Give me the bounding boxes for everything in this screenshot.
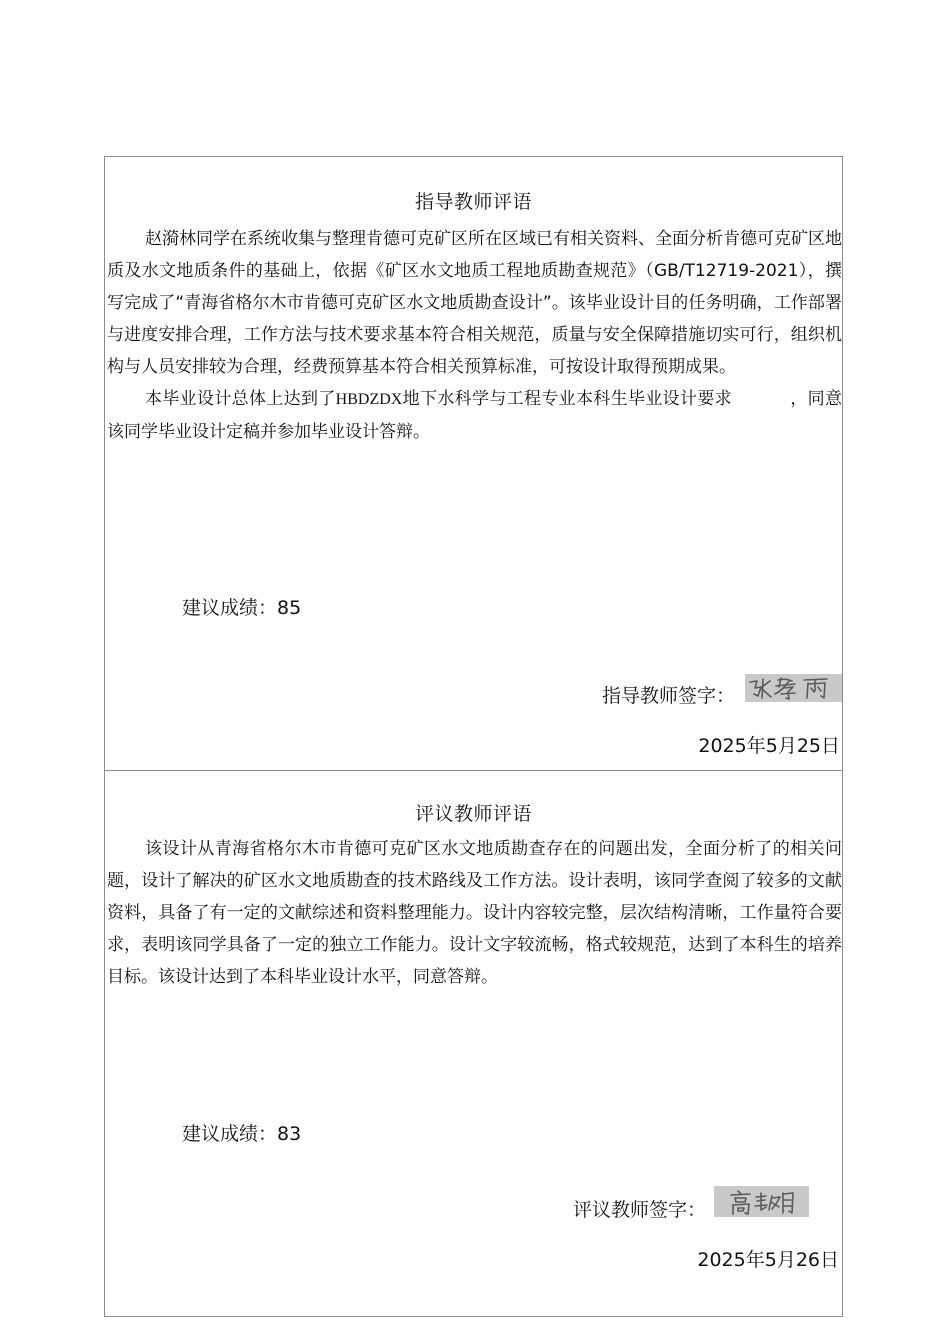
advisor-comment-paragraph-2 [107, 383, 842, 448]
reviewer-signature-image [714, 1186, 809, 1217]
advisor-comment-paragraph-1: 赵漪林同学在系统收集与整理肯德可克矿区所在区域已有相关资料、全面分析肯德可克矿区地质及水文地质条件的基础上，依据《矿区水文地质工程地质勘查规范》（GB/T12719-2021），撰写完成了“青海省格尔木市肯德可克矿区水文地质勘查设计”。该毕业设计目的任务明确，工作部署与进度安排合理，工作方法与技术要求基本符合相关规范，质量与安全保障措施切实可行，组织机构与人员安排较为合理，经费预算基本符合相关预算标准，可按设计取得预期成果。 [107, 229, 842, 377]
reviewer-grade [182, 1119, 301, 1146]
advisor-comment-body [107, 223, 842, 448]
handwritten-signature-icon [714, 1186, 809, 1217]
reviewer-comment-paragraph-1: 该设计从青海省格尔木市肯德可克矿区水文地质勘查存在的问题出发，全面分析了的相关问题，设计了解决的矿区水文地质勘查的技术路线及工作方法。设计表明，该同学查阅了较多的文献资料，具备了有一定的文献综述和资料整理能力。设计内容较完整，层次结构清晰，工作量符合要求，表明该同学具备了一定的独立工作能力。设计文字较流畅，格式较规范，达到了本科生的培养目标。该设计达到了本科毕业设计水平，同意答辩。 [107, 839, 842, 987]
reviewer-grade-value: 83 [277, 1123, 302, 1145]
reviewer-section-title: 评议教师评语 [414, 803, 532, 825]
paragraph-2-text-c: ，同意该同学毕业设计定稿并参加毕业设计答辩。 [107, 389, 843, 442]
paragraph-2-text-b: 地下水科学与工程专业本科生毕业设计要求 [402, 389, 733, 409]
advisor-signature-image [745, 674, 842, 702]
evaluation-form [104, 156, 843, 1317]
advisor-grade [182, 593, 301, 620]
paragraph-2-text-a: 本毕业设计总体上达到了 [145, 389, 336, 409]
advisor-signature-row [602, 681, 842, 708]
advisor-section-title: 指导教师评语 [414, 191, 532, 213]
advisor-grade-label: 建议成绩： [182, 597, 278, 619]
reviewer-grade-label: 建议成绩： [182, 1123, 278, 1145]
handwritten-signature-icon [745, 674, 842, 702]
university-code: HBDZDX [335, 391, 403, 408]
advisor-comment-section [105, 157, 842, 770]
advisor-grade-value: 85 [277, 597, 302, 619]
reviewer-signature-row [573, 1195, 809, 1222]
reviewer-date: 2025年5月26日 [697, 1249, 839, 1271]
advisor-signature-label: 指导教师签字： [601, 685, 735, 707]
reviewer-comment-body [107, 833, 842, 993]
advisor-date: 2025年5月25日 [698, 735, 840, 757]
reviewer-comment-section [105, 770, 842, 1317]
reviewer-signature-label: 评议教师签字： [572, 1199, 706, 1221]
